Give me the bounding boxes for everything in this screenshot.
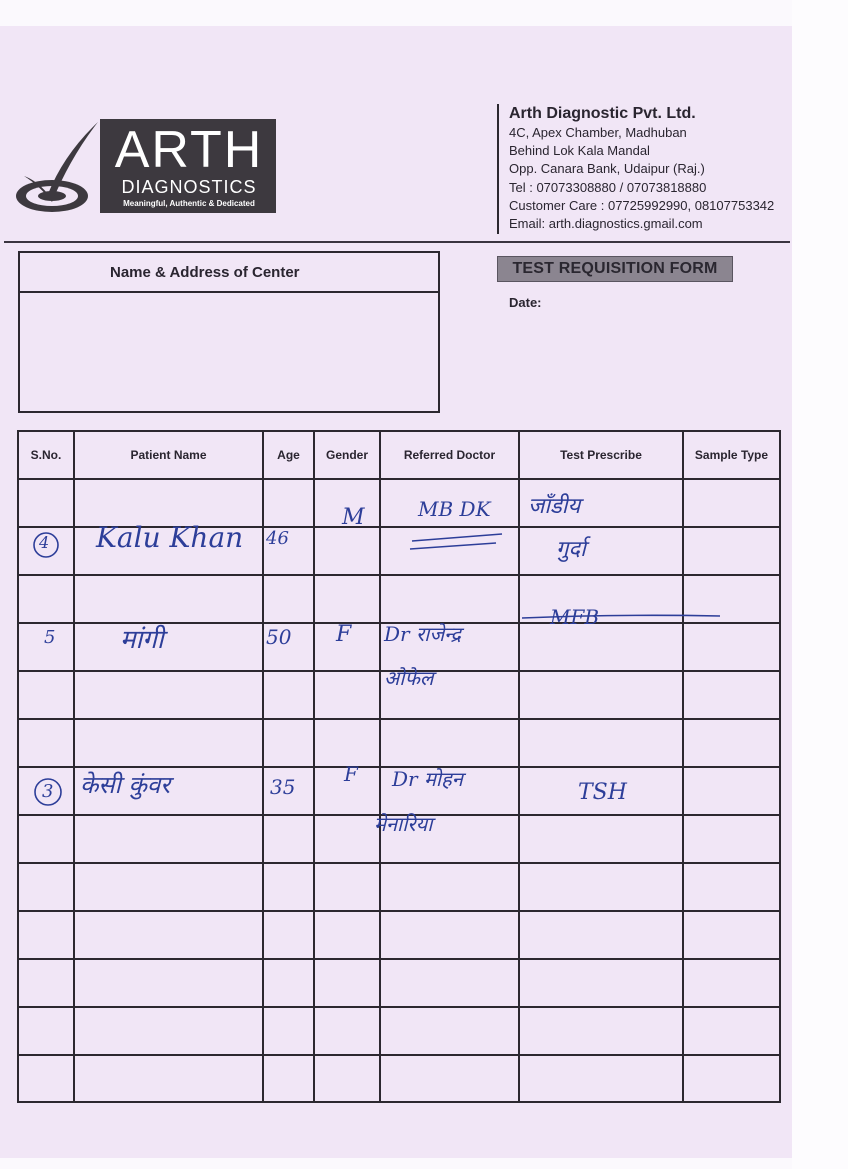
entry-gender: F [336, 622, 352, 647]
email-line: Email: arth.diagnostics.gmail.com [509, 216, 703, 232]
entry-doctor: Dr मोहन [392, 767, 463, 791]
entry-doctor-line2: ओफेल [384, 666, 434, 690]
entry-age: 46 [266, 528, 289, 549]
entry-test: TSH [578, 780, 627, 805]
center-box-heading: Name & Address of Center [20, 253, 438, 293]
col-header-patient-name: Patient Name [130, 448, 207, 462]
entry-age: 35 [270, 775, 296, 799]
col-header-age: Age [277, 448, 300, 462]
address-line: Opp. Canara Bank, Udaipur (Raj.) [509, 161, 705, 177]
entry-sno: 3 [42, 781, 54, 802]
entry-test-line2: गुर्दा [556, 537, 586, 562]
entry-gender: F [344, 762, 358, 786]
logo-subtitle: DIAGNOSTICS [121, 177, 257, 197]
entry-age: 50 [266, 625, 292, 649]
date-label: Date: [509, 295, 542, 310]
company-name: Arth Diagnostic Pvt. Ltd. [509, 105, 696, 122]
entry-sno: 4 [39, 533, 50, 552]
entry-doctor: Dr राजेन्द्र [384, 622, 461, 646]
entry-doctor-line2: मेनारिया [374, 812, 433, 836]
entry-gender: M [342, 505, 365, 530]
logo-word: ARTH [114, 121, 264, 179]
entry-doctor: MB DK [418, 497, 491, 521]
entry-sno: 5 [44, 627, 56, 648]
phone-line: Tel : 07073308880 / 07073818880 [509, 179, 707, 195]
address-line: 4C, Apex Chamber, Madhuban [509, 125, 687, 140]
address-line: Behind Lok Kala Mandal [509, 143, 650, 159]
customer-care-line: Customer Care : 07725992990, 08107753342 [509, 197, 775, 213]
col-header-sno: S.No. [30, 448, 62, 462]
col-header-gender: Gender [325, 448, 368, 462]
entry-patient-name: केसी कुंवर [80, 771, 171, 799]
col-header-referred-doctor: Referred Doctor [403, 448, 496, 462]
entry-test: जाँडीय [528, 494, 581, 519]
col-header-test-prescribe: Test Prescribe [560, 448, 642, 462]
col-header-sample-type: Sample Type [694, 448, 769, 462]
logo-tagline: Meaningful, Authentic & Dedicated [123, 199, 255, 208]
entry-patient-name: Kalu Khan [96, 521, 244, 554]
entry-test: MFB [550, 605, 600, 629]
form-title: TEST REQUISITION FORM [497, 256, 733, 282]
entry-patient-name: मांगी [120, 625, 164, 655]
